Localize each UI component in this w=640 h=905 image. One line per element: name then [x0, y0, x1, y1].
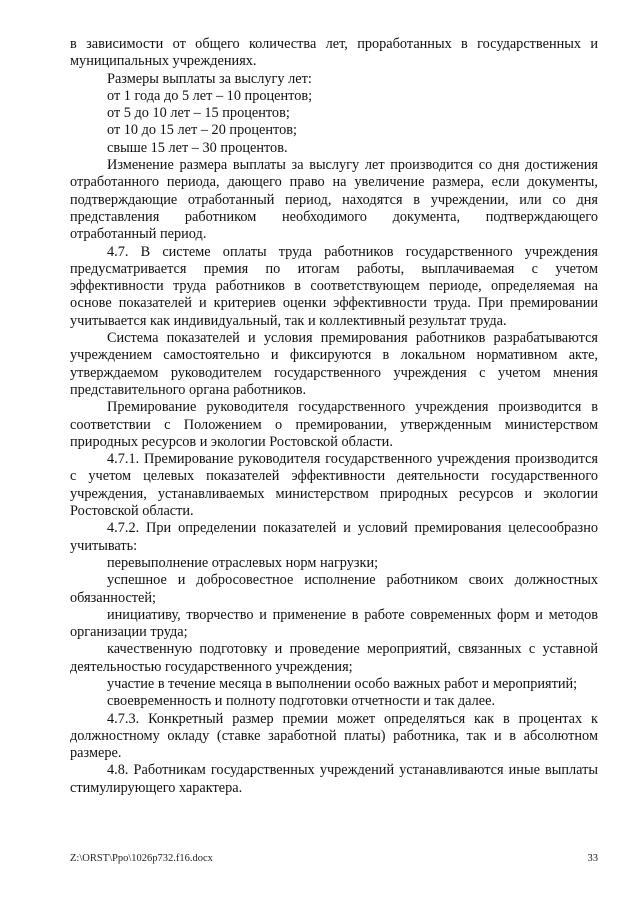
- list-item: от 1 года до 5 лет – 10 процентов;: [107, 87, 313, 104]
- list-item: инициативу, творчество и применение в работе современных форм и методов организации труда;: [70, 606, 598, 641]
- paragraph: 4.8. Работникам государственных учреждений устанавливаются иные выплаты стимулирующего характера.: [70, 762, 598, 796]
- paragraph: Премирование руководителя государственного учреждения производится в соответствии с Положением о премировании, утвержденным министерством природных ресурсов и экологии Ростовской области.: [70, 399, 598, 450]
- paragraph: 4.7.3. Конкретный размер премии может определяться как в процентах к должностному окладу (ставке заработной платы) работника, так и в абсолютном размере.: [70, 710, 598, 762]
- paragraph: в зависимости от общего количества лет, проработанных в государственных и муниципальных учреждениях.: [70, 36, 598, 70]
- list-item: качественную подготовку и проведение мероприятий, связанных с уставной деятельностью государственного учреждения;: [70, 641, 598, 675]
- paragraph: Изменение размера выплаты за выслугу лет производится со дня достижения отработанного периода, дающего право на увеличение размера, если документы, подтверждающие отработанный период, находятся в учреждении, или со дня представления работником необходимого документа, подтверждающего отработанный период.: [70, 157, 598, 243]
- paragraph: 4.7.2. При определении показателей и условий премирования целесообразно учитывать:: [70, 520, 598, 554]
- list-item: участие в течение месяца в выполнении особо важных работ и мероприятий;: [107, 675, 578, 692]
- page-number: 33: [587, 853, 598, 864]
- list-item: от 10 до 15 лет – 20 процентов;: [107, 122, 297, 139]
- paragraph: 4.7. В системе оплаты труда работников государственного учреждения предусматривается премия по итогам работы, выплачиваемая с учетом эффективности труда работников в соответствующем периоде, определяемая на основе показателей и критериев оценки эффективности труда. При премировании учитывается как индивидуальный, так и коллективный результат труда.: [70, 243, 598, 329]
- list-item: свыше 15 лет – 30 процентов.: [107, 139, 288, 156]
- list-item: успешное и добросовестное исполнение работником своих должностных обязанностей;: [70, 572, 598, 606]
- list-item: перевыполнение отраслевых норм нагрузки;: [107, 554, 379, 571]
- paragraph: Размеры выплаты за выслугу лет:: [107, 70, 312, 87]
- list-item: от 5 до 10 лет – 15 процентов;: [107, 105, 290, 122]
- paragraph: 4.7.1. Премирование руководителя государственного учреждения производится с учетом целевых показателей эффективности деятельности государственного учреждения, устанавливаемых министерством природных ресурсов и экологии Ростовской области.: [70, 451, 598, 520]
- list-item: своевременность и полноту подготовки отчетности и так далее.: [107, 693, 496, 710]
- file-path: Z:\ORST\Ppo\1026p732.f16.docx: [70, 853, 213, 864]
- document-body: [70, 36, 598, 797]
- paragraph: Система показателей и условия премирования работников разрабатываются учреждением самостоятельно и фиксируются в локальном нормативном акте, утверждаемом руководителем государственного учреждения с учетом мнения представительного органа работников.: [70, 330, 598, 398]
